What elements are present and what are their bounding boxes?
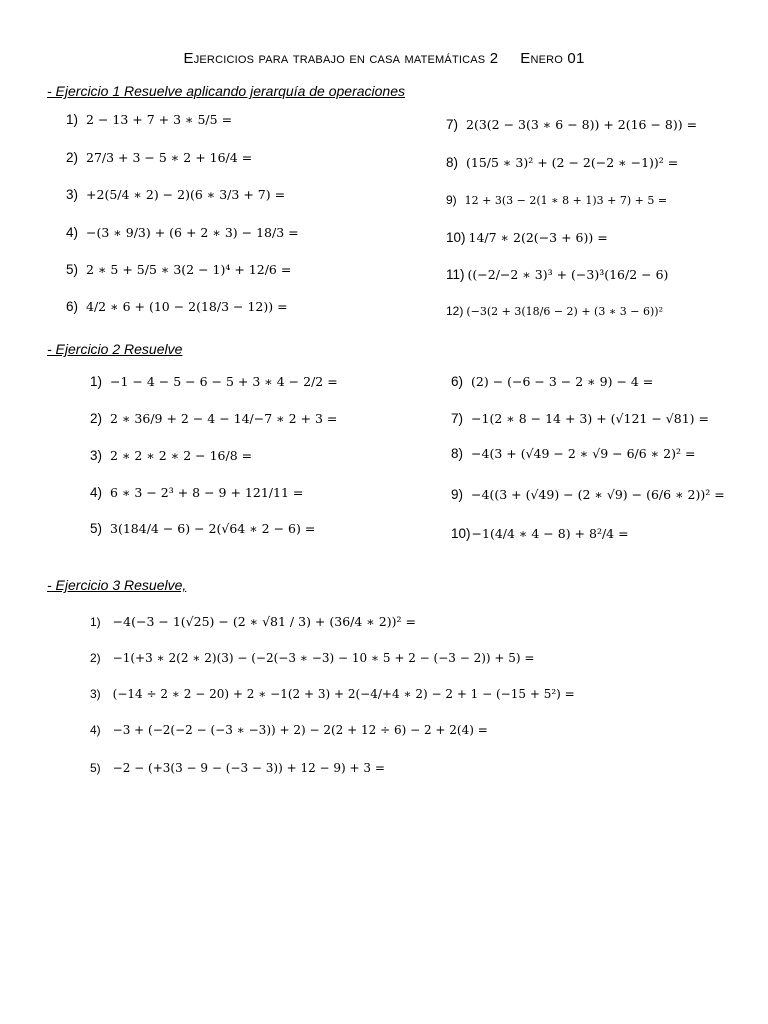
exercise-3-1 (90, 614, 416, 629)
exercise-1-5 (66, 262, 291, 277)
exercise-expression: 2 − 13 + 7 + 3 ∗ 5/5 = (86, 112, 233, 127)
exercise-1-9 (446, 193, 667, 207)
exercise-1-10 (446, 230, 608, 245)
exercise-number: 3) (90, 448, 103, 463)
exercise-expression: −1(+3 ∗ 2(2 ∗ 2)(3) − (−2(−3 ∗ −3) − 10 ∗ 5 + 2 − (−3 − 2)) + 5) = (112, 651, 535, 665)
exercise-expression: −2 − (+3(3 − 9 − (−3 − 3)) + 12 − 9) + 3 = (112, 761, 385, 775)
exercise-expression: −1 − 4 − 5 − 6 − 5 + 3 ∗ 4 − 2/2 = (110, 374, 338, 389)
page-title (0, 50, 768, 67)
section2-heading: - Ejercicio 2 Resuelve (47, 341, 183, 357)
exercise-expression: 12 + 3(3 − 2(1 ∗ 8 + 1)3 + 7) + 5 = (464, 194, 668, 207)
exercise-2-5 (90, 521, 315, 536)
exercise-1-6 (66, 299, 288, 314)
exercise-expression: (2) − (−6 − 3 − 2 ∗ 9) − 4 = (471, 374, 654, 389)
exercise-expression: (−14 ÷ 2 ∗ 2 − 20) + 2 ∗ −1(2 + 3) + 2(−4/+4 ∗ 2) − 2 + 1 − (−15 + 5²) = (112, 687, 575, 701)
section3-heading: - Ejercicio 3 Resuelve, (47, 577, 187, 593)
exercise-1-3 (66, 187, 285, 202)
exercise-number: 7) (451, 411, 464, 426)
exercise-number: 9) (451, 487, 464, 502)
exercise-1-1 (66, 112, 232, 127)
exercise-expression: −1(2 ∗ 8 − 14 + 3) + (√121 − √81) = (471, 411, 709, 426)
exercise-3-3 (90, 687, 575, 701)
exercise-number: 11) (446, 267, 465, 282)
exercise-number: 1) (90, 374, 103, 389)
title-text: Ejercicios para trabajo en casa matemáticas 2 (183, 50, 499, 67)
exercise-expression: +2(5/4 ∗ 2) − 2)(6 ∗ 3/3 + 7) = (86, 187, 286, 202)
exercise-number: 2) (90, 651, 101, 665)
exercise-expression: (−3(2 + 3(18/6 − 2) + (3 ∗ 3 − 6))² (466, 305, 664, 318)
exercise-number: 6) (451, 374, 464, 389)
exercise-number: 10) (451, 526, 471, 541)
exercise-2-2 (90, 411, 337, 426)
exercise-expression: −1(4/4 ∗ 4 − 8) + 8²/4 = (471, 526, 629, 541)
exercise-2-8 (451, 446, 695, 461)
exercise-number: 6) (66, 299, 79, 314)
exercise-3-5 (90, 761, 385, 775)
exercise-number: 5) (90, 761, 101, 775)
exercise-1-7 (446, 117, 697, 132)
exercise-expression: −4(3 + (√49 − 2 ∗ √9 − 6/6 ∗ 2)² = (471, 446, 696, 461)
exercise-number: 1) (66, 112, 79, 127)
exercise-expression: −3 + (−2(−2 − (−3 ∗ −3)) + 2) − 2(2 + 12 ÷ 6) − 2 + 2(4) = (112, 723, 488, 737)
section1-heading: - Ejercicio 1 Resuelve aplicando jerarquía de operaciones (47, 83, 405, 99)
exercise-3-4 (90, 723, 488, 737)
exercise-number: 2) (90, 411, 103, 426)
exercise-number: 3) (66, 187, 79, 202)
exercise-number: 3) (90, 687, 101, 701)
exercise-1-2 (66, 150, 252, 165)
exercise-number: 8) (446, 155, 459, 170)
exercise-1-11 (446, 267, 668, 282)
exercise-number: 4) (66, 225, 79, 240)
exercise-number: 10) (446, 230, 466, 245)
exercise-2-3 (90, 448, 252, 463)
exercise-3-2 (90, 651, 534, 665)
exercise-number: 9) (446, 193, 457, 207)
exercise-number: 1) (90, 615, 101, 629)
exercise-expression: −4(−3 − 1(√25) − (2 ∗ √81 / 3) + (36/4 ∗ 2))² = (112, 614, 416, 629)
exercise-2-7 (451, 411, 709, 426)
exercise-number: 12) (446, 304, 464, 318)
exercise-expression: 4/2 ∗ 6 + (10 − 2(18/3 − 12)) = (86, 299, 288, 314)
exercise-number: 4) (90, 485, 103, 500)
exercise-1-4 (66, 225, 299, 240)
exercise-expression: −4((3 + (√49) − (2 ∗ √9) − (6/6 ∗ 2))² = (471, 487, 725, 502)
exercise-number: 7) (446, 117, 459, 132)
exercise-2-1 (90, 374, 338, 389)
exercise-expression: 6 ∗ 3 − 2³ + 8 − 9 + 121/11 = (110, 485, 304, 500)
exercise-2-9 (451, 487, 725, 502)
exercise-1-8 (446, 155, 678, 170)
exercise-2-4 (90, 485, 303, 500)
exercise-2-10 (451, 526, 629, 541)
title-date: Enero 01 (520, 50, 585, 67)
exercise-expression: (15/5 ∗ 3)² + (2 − 2(−2 ∗ −1))² = (466, 155, 679, 170)
exercise-expression: 14/7 ∗ 2(2(−3 + 6)) = (468, 230, 608, 245)
exercise-expression: −(3 ∗ 9/3) + (6 + 2 ∗ 3) − 18/3 = (86, 225, 299, 240)
exercise-number: 5) (90, 521, 103, 536)
exercise-number: 4) (90, 723, 101, 737)
exercise-number: 5) (66, 262, 79, 277)
exercise-expression: 2 ∗ 5 + 5/5 ∗ 3(2 − 1)⁴ + 12/6 = (86, 262, 292, 277)
exercise-expression: 3(184/4 − 6) − 2(√64 ∗ 2 − 6) = (110, 521, 316, 536)
exercise-expression: 2(3(2 − 3(3 ∗ 6 − 8)) + 2(16 − 8)) = (466, 117, 698, 132)
exercise-1-12 (446, 304, 663, 318)
exercise-expression: 27/3 + 3 − 5 ∗ 2 + 16/4 = (86, 150, 253, 165)
exercise-expression: ((−2/−2 ∗ 3)³ + (−3)³(16/2 − 6) (467, 267, 669, 282)
exercise-expression: 2 ∗ 2 ∗ 2 ∗ 2 − 16/8 = (110, 448, 253, 463)
exercise-expression: 2 ∗ 36/9 + 2 − 4 − 14/−7 ∗ 2 + 3 = (110, 411, 338, 426)
exercise-2-6 (451, 374, 653, 389)
exercise-number: 8) (451, 446, 464, 461)
exercise-number: 2) (66, 150, 79, 165)
